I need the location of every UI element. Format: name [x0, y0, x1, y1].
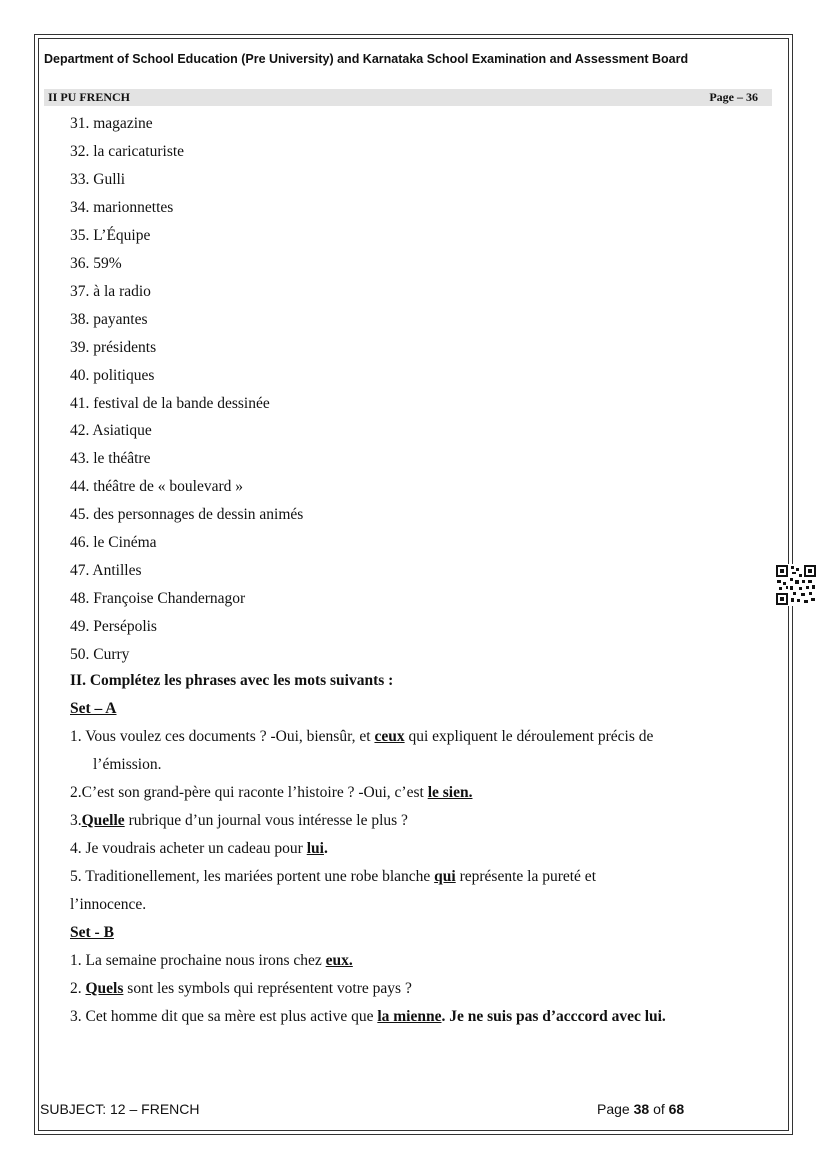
sentence-text: 5. Traditionellement, les mariées portent une robe blanche [70, 868, 435, 885]
answer-word: ceux [374, 728, 405, 745]
subject-label: II PU FRENCH [48, 90, 131, 104]
list-item: 42. Asiatique [70, 422, 152, 440]
list-item: 38. payantes [70, 310, 148, 328]
list-item: 34. marionnettes [70, 198, 174, 216]
sentence-text: 2.C’est son grand-père qui raconte l’histoire ? -Oui, c’est [70, 784, 428, 801]
list-item: 46. le Cinéma [70, 534, 157, 552]
answer-word: eux. [325, 952, 353, 969]
list-item: 48. Françoise Chandernagor [70, 590, 246, 608]
footer-total-pages: 68 [668, 1101, 685, 1117]
set-a-sentence-3 [70, 812, 408, 830]
answer-word: Quels [85, 980, 124, 997]
section-heading: II. Complétez les phrases avec les mots suivants : [70, 672, 394, 689]
set-a-sentence-5-continued: l’innocence. [70, 896, 147, 913]
list-item: 36. 59% [70, 254, 122, 272]
list-item: 45. des personnages de dessin animés [70, 506, 304, 524]
page-label: Page – 36 [709, 90, 758, 104]
list-item: 49. Persépolis [70, 618, 157, 636]
sentence-text: 3. [70, 812, 82, 829]
answer-list [70, 112, 303, 671]
footer-subject: SUBJECT: 12 – FRENCH [40, 1101, 200, 1117]
set-b-sentence-2 [70, 980, 412, 998]
footer-of-word: of [653, 1101, 665, 1117]
answer-word: lui [306, 840, 324, 857]
footer-current-page: 38 [633, 1101, 650, 1117]
set-a-sentence-1-continued: l’émission. [93, 756, 162, 773]
sentence-text: 3. Cet homme dit que sa mère est plus active que [70, 1008, 378, 1025]
sentence-text: . [323, 840, 328, 857]
answer-word: Quelle [81, 812, 125, 829]
sentence-text: 1. La semaine prochaine nous irons chez [70, 952, 326, 969]
subject-bar [44, 89, 772, 106]
footer-page-number [597, 1101, 684, 1117]
sentence-text: 4. Je voudrais acheter un cadeau pour [70, 840, 307, 857]
sentence-text: sont les symbols qui représentent votre pays ? [123, 980, 412, 997]
sentence-text: 1. Vous voulez ces documents ? -Oui, biensûr, et [70, 728, 375, 745]
list-item: 40. politiques [70, 366, 155, 384]
list-item: 35. L’Équipe [70, 226, 151, 244]
sentence-text: 2. [70, 980, 86, 997]
answer-word: le sien. [427, 784, 473, 801]
set-a-sentence-4 [70, 840, 328, 858]
list-item: 32. la caricaturiste [70, 142, 185, 160]
list-item: 39. présidents [70, 338, 157, 356]
answer-word: la mienne [377, 1008, 442, 1025]
set-b-sentence-3 [70, 1008, 666, 1026]
list-item: 33. Gulli [70, 170, 126, 188]
footer-page-word: Page [597, 1101, 630, 1117]
list-item: 43. le théâtre [70, 450, 151, 468]
set-b-label: Set - B [70, 924, 114, 941]
sentence-text: . Je ne suis pas d’acccord avec lui. [441, 1008, 666, 1025]
list-item: 47. Antilles [70, 562, 142, 580]
set-a-sentence-5 [70, 868, 596, 886]
set-a-label: Set – A [70, 700, 117, 717]
list-item: 44. théâtre de « boulevard » [70, 478, 244, 496]
answer-word: qui [434, 868, 456, 885]
sentence-text: représente la pureté et [455, 868, 596, 885]
board-header: Department of School Education (Pre University) and Karnataka School Examination and Assessment Board [44, 52, 689, 66]
list-item: 50. Curry [70, 646, 130, 664]
list-item: 31. magazine [70, 115, 153, 132]
list-item: 41. festival de la bande dessinée [70, 394, 270, 412]
set-a-sentence-1 [70, 728, 653, 746]
qr-code-icon [775, 564, 817, 606]
set-b-sentence-1 [70, 952, 353, 970]
sentence-text: qui expliquent le déroulement précis de [404, 728, 654, 745]
set-a-sentence-2 [70, 784, 472, 802]
list-item: 37. à la radio [70, 282, 151, 300]
sentence-text: rubrique d’un journal vous intéresse le plus ? [124, 812, 408, 829]
